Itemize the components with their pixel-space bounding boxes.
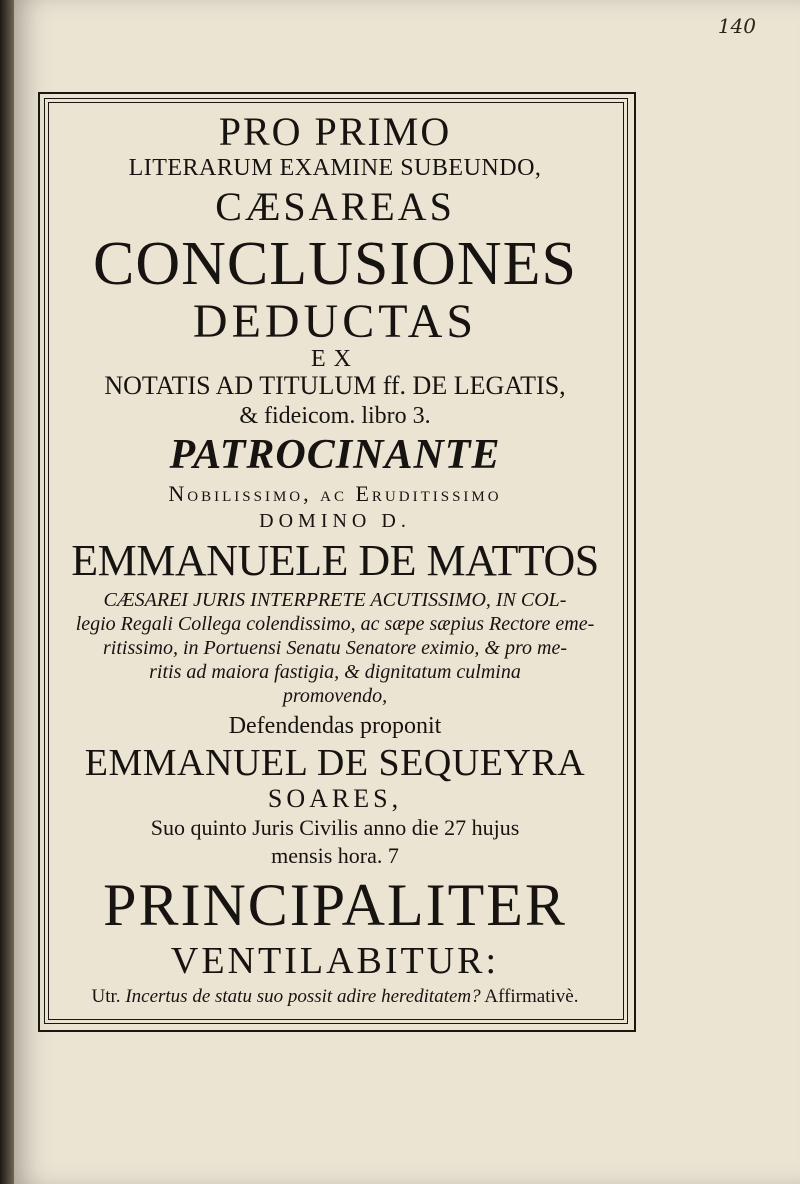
patron-epithet: Nobilissimo, ac Eruditissimo: [168, 481, 502, 506]
defender-name: EMMANUEL DE SEQUEYRA: [84, 742, 586, 784]
question-text: [50, 984, 620, 1010]
defense-intro: Defendendas proponit: [228, 713, 442, 739]
title-line-8: & fideicom. libro 3.: [239, 403, 431, 429]
question-prefix: Utr.: [91, 986, 121, 1007]
title-line-2: LITERARUM EXAMINE SUBEUNDO,: [128, 155, 542, 181]
title-line-4: CONCLUSIONES: [93, 230, 577, 298]
title-line-1: PRO PRIMO: [218, 109, 452, 154]
title-line-6: EX: [311, 346, 359, 372]
title-line-5: DEDUCTAS: [192, 295, 478, 348]
title-block: [50, 108, 620, 1010]
question-heading: PRINCIPALITER: [103, 872, 567, 938]
patron-title: DOMINO D.: [259, 510, 411, 532]
patron-description-line: CÆSAREI JURIS INTERPRETE ACUTISSIMO, IN COL-: [103, 589, 567, 611]
question-italic: Incertus de statu suo possit adire hereditatem?: [125, 986, 481, 1007]
defender-surname: SOARES,: [267, 784, 403, 813]
patron-description-line: ritis ad maiora fastigia, & dignitatum culmina: [149, 661, 521, 683]
patron-heading: PATROCINANTE: [169, 432, 501, 478]
question-subheading: VENTILABITUR:: [170, 940, 500, 982]
defense-hour-line: mensis hora. 7: [271, 843, 399, 868]
patron-description-line: legio Regali Collega colendissimo, ac sæpe sæpius Rectore eme-: [75, 613, 595, 635]
title-line-3: CÆSAREAS: [215, 184, 455, 229]
folio-number: 140: [717, 14, 756, 38]
patron-name: EMMANUELE DE MATTOS: [71, 536, 599, 585]
patron-description-line: ritissimo, in Portuensi Senatu Senatore eximio, & pro me-: [102, 637, 568, 659]
question-answer: Affirmativè.: [484, 986, 579, 1007]
patron-description-line: promovendo,: [282, 685, 388, 707]
defense-date-line: Suo quinto Juris Civilis anno die 27 hujus: [150, 815, 520, 840]
title-line-7: NOTATIS AD TITULUM ff. DE LEGATIS,: [104, 371, 566, 400]
